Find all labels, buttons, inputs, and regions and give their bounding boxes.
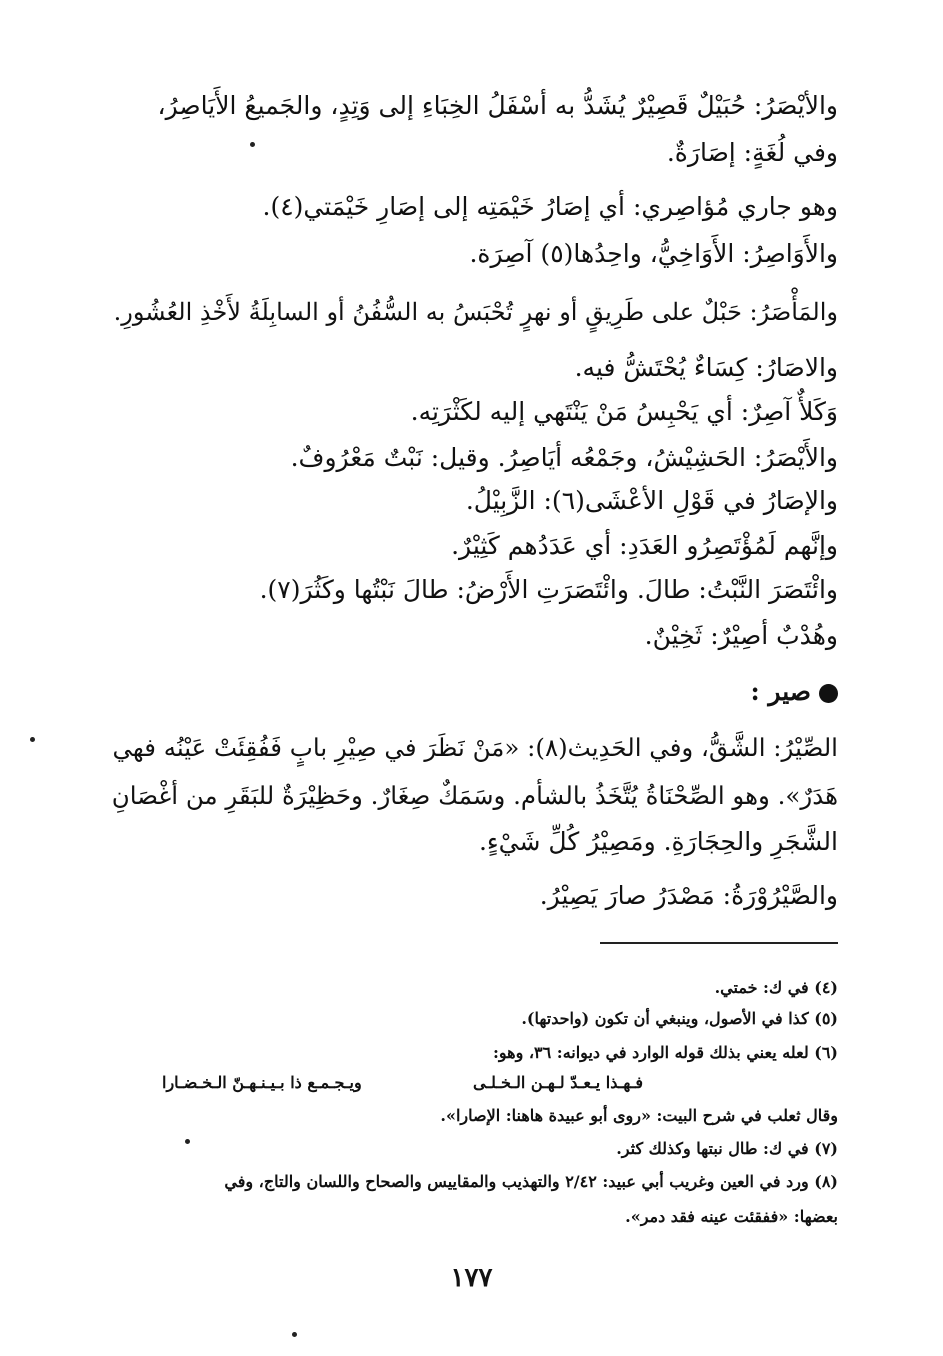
body-line: وَكَلأٌ آصِرٌ: أي يَحْبِسُ مَنْ يَنْتَهي إليه لكَثْرَتِه. (410, 397, 838, 426)
footnote: (٤) في ك: خمتي. (714, 978, 838, 997)
section-line: والصَّيْرُوْرَةُ: مَصْدَرُ صارَ يَصِيْرُ. (539, 881, 838, 910)
body-line: وهُدْبٌ أصِيْرٌ: ثَخِيْنٌ. (644, 621, 838, 650)
section-line: هَدَرٌ». وهو الصِّحْنَاةُ يُتَّخَذُ بالشأم. وسَمَكٌ صِغَارٌ. وحَظِيْرَةٌ للبَقَرِ من أغْصَانِ (111, 781, 838, 810)
footnote: (٦) لعله يعني بذلك قوله الوارد في ديوانه: ٣٦، وهو: (492, 1043, 838, 1062)
footnote: بعضها: «ففقئت عينه فقد دمر». (625, 1207, 838, 1226)
body-line: والأيْصَرُ: حُبَيْلٌ قَصِيْرٌ يُشَدُّ به أسْفَلُ الخِبَاءِ إلى وَتِدٍ، والجَميعُ الأَيَاصِرُ، (157, 91, 838, 120)
footnote: (٨) ورد في العين وغريب أبي عبيد: ٢/٤٢ والتهذيب والمقاييس والصحاح واللسان والتاج، وفي (224, 1172, 838, 1191)
verse-second-hemistich: ويـجـمـع ذا بـيـنـهـنّ الـخـضـارا (162, 1073, 362, 1092)
body-line: والأَيْصَرُ: الحَشِيْشُ، وجَمْعُه أيَاصِرُ. وقيل: نَبْتٌ مَعْرُوفٌ. (290, 443, 838, 472)
footnote: وقال ثعلب في شرح البيت: «روى أبو عبيدة هاهنا: الإصارا». (440, 1106, 838, 1125)
section-heading-text: صير : (750, 677, 811, 706)
footnote: (٥) كذا في الأصول، وينبغي أن تكون (واحدتها). (521, 1009, 838, 1028)
scan-speck (185, 1139, 190, 1144)
body-line: وائْتَصَرَ النَّبْتُ: طالَ. وائْتَصَرَتِ الأَرْضُ: طالَ نَبْتُها وكَثُرَ(٧). (259, 575, 838, 604)
body-line: والأَوَاصِرُ: الأَوَاخِيُّ، واحِدُها(٥) آصِرَة. (469, 239, 838, 268)
body-line: والاصَارُ: كِسَاءٌ يُحْتَشُّ فيه. (574, 353, 838, 382)
scan-speck (30, 737, 35, 742)
footnote: (٧) في ك: طال نبتها وكذلك كثر. (616, 1139, 838, 1158)
footnote-separator (600, 942, 838, 944)
section-line: الصِّيْرُ: الشَّقُّ، وفي الحَدِيث(٨): «مَنْ نَظَرَ في صِيْرِ بابٍ فَفُقِئَتْ عَيْنُه فهي (112, 733, 838, 762)
verse-first-hemistich: فـهـذا يـعـدّ لـهـن الـخـلـى (472, 1073, 643, 1092)
body-line: والمَأْصَرُ: حَبْلٌ على طَرِيقٍ أو نهرٍ تُحْبَسُ به السُّفُنُ أو السابِلَةُ لأَخْذِ العُشُورِ. (113, 298, 838, 326)
body-line: وهو جاري مُؤاصِري: أي إصَارُ خَيْمَتِه إلى إصَارِ خَيْمَتي(٤). (262, 192, 838, 221)
scan-speck (292, 1332, 297, 1337)
bullet-icon (819, 684, 838, 703)
scan-speck (250, 142, 255, 147)
body-line: وإنَّهم لَمُؤْتَصِرُو العَدَدِ: أي عَدَدُهم كَثِيْرٌ. (451, 531, 838, 560)
section-line: الشَّجَرِ والحِجَارَةِ. ومَصِيْرُ كُلِّ شَيْءٍ. (478, 827, 838, 856)
page-number: ١٧٧ (450, 1263, 493, 1293)
section-heading (751, 674, 839, 710)
body-line: وفي لُغَةٍ: إصَارَةٌ. (666, 138, 838, 167)
body-line: والإصَارُ في قَوْلِ الأعْشَى(٦): الزَّبِيْلُ. (465, 486, 838, 515)
